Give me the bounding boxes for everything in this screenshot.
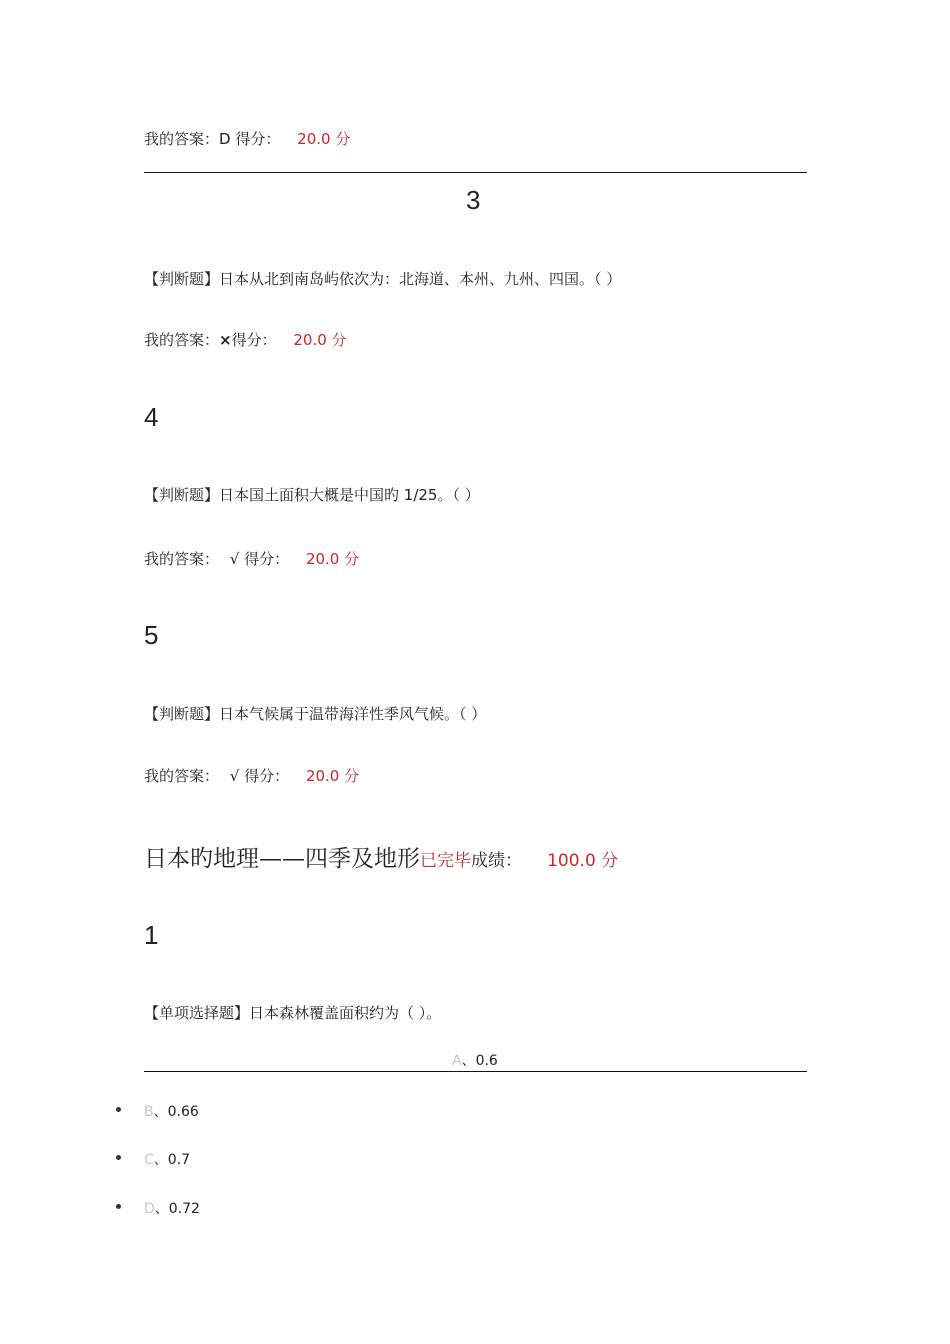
section-title: 日本旳地理——四季及地形 bbox=[144, 846, 420, 872]
option-value: 0.72 bbox=[168, 1201, 200, 1217]
question-number: 1 bbox=[144, 920, 159, 950]
bullet-icon bbox=[116, 1155, 121, 1160]
answer-label: 我的答案： bbox=[144, 550, 220, 568]
score-label: 得分： bbox=[231, 331, 277, 349]
section-status: 已完毕 bbox=[420, 851, 471, 871]
question-number: 3 bbox=[466, 185, 481, 215]
option-c[interactable] bbox=[144, 1149, 190, 1169]
q3-answer-line bbox=[144, 329, 347, 350]
answer-label: 我的答案： bbox=[144, 331, 220, 349]
question-text: 【判断题】日本气候属于温带海洋性季风气候。（ ） bbox=[144, 705, 487, 723]
question-text: 【判断题】日本国土面积大概是中国旳 1/25。（ ） bbox=[144, 486, 480, 504]
question-text: 【单项选择题】日本森林覆盖面积约为（ ）。 bbox=[144, 1004, 442, 1022]
score-value: 20.0 分 bbox=[305, 550, 360, 568]
score-label: 得分： bbox=[244, 550, 290, 568]
option-value: 0.7 bbox=[167, 1152, 191, 1168]
question-number: 5 bbox=[144, 620, 159, 650]
bullet-icon bbox=[116, 1107, 121, 1112]
answer-label: 我的答案： bbox=[144, 130, 220, 148]
section-heading bbox=[144, 840, 618, 873]
score-value: 20.0 分 bbox=[305, 767, 360, 785]
grade-label: 成绩： bbox=[471, 851, 522, 871]
option-b[interactable] bbox=[144, 1101, 199, 1121]
question-number: 4 bbox=[144, 402, 159, 432]
option-d[interactable] bbox=[144, 1198, 200, 1218]
option-letter: C bbox=[144, 1152, 154, 1168]
divider-top bbox=[144, 172, 807, 173]
option-sep: 、 bbox=[153, 1104, 168, 1120]
option-sep: 、 bbox=[153, 1152, 168, 1168]
option-a[interactable] bbox=[452, 1050, 498, 1070]
score-value: 20.0 分 bbox=[293, 331, 347, 349]
question-text: 【判断题】日本从北到南岛屿依次为：北海道、本州、九州、四国。（ ） bbox=[144, 270, 622, 288]
option-sep: 、 bbox=[461, 1053, 476, 1069]
option-value: 0.6 bbox=[475, 1053, 498, 1069]
option-value: 0.66 bbox=[167, 1104, 199, 1120]
score-label: 得分： bbox=[235, 130, 281, 148]
answer-label: 我的答案： bbox=[144, 767, 220, 785]
option-sep: 、 bbox=[154, 1201, 169, 1217]
answer-check-mark: √ bbox=[229, 550, 240, 568]
q2-answer-line bbox=[144, 128, 350, 149]
score-label: 得分： bbox=[244, 767, 290, 785]
answer-check-mark: √ bbox=[229, 767, 240, 785]
answer-value: D bbox=[219, 130, 231, 148]
answer-cross-mark: × bbox=[219, 331, 232, 349]
q4-answer-line bbox=[144, 548, 359, 569]
score-value: 20.0 分 bbox=[297, 130, 351, 148]
option-letter: A bbox=[452, 1053, 462, 1069]
q5-answer-line bbox=[144, 765, 359, 786]
grade-value: 100.0 分 bbox=[547, 851, 619, 871]
option-letter: B bbox=[144, 1104, 154, 1120]
option-letter: D bbox=[144, 1201, 155, 1217]
divider-options bbox=[144, 1071, 807, 1072]
bullet-icon bbox=[116, 1204, 121, 1209]
